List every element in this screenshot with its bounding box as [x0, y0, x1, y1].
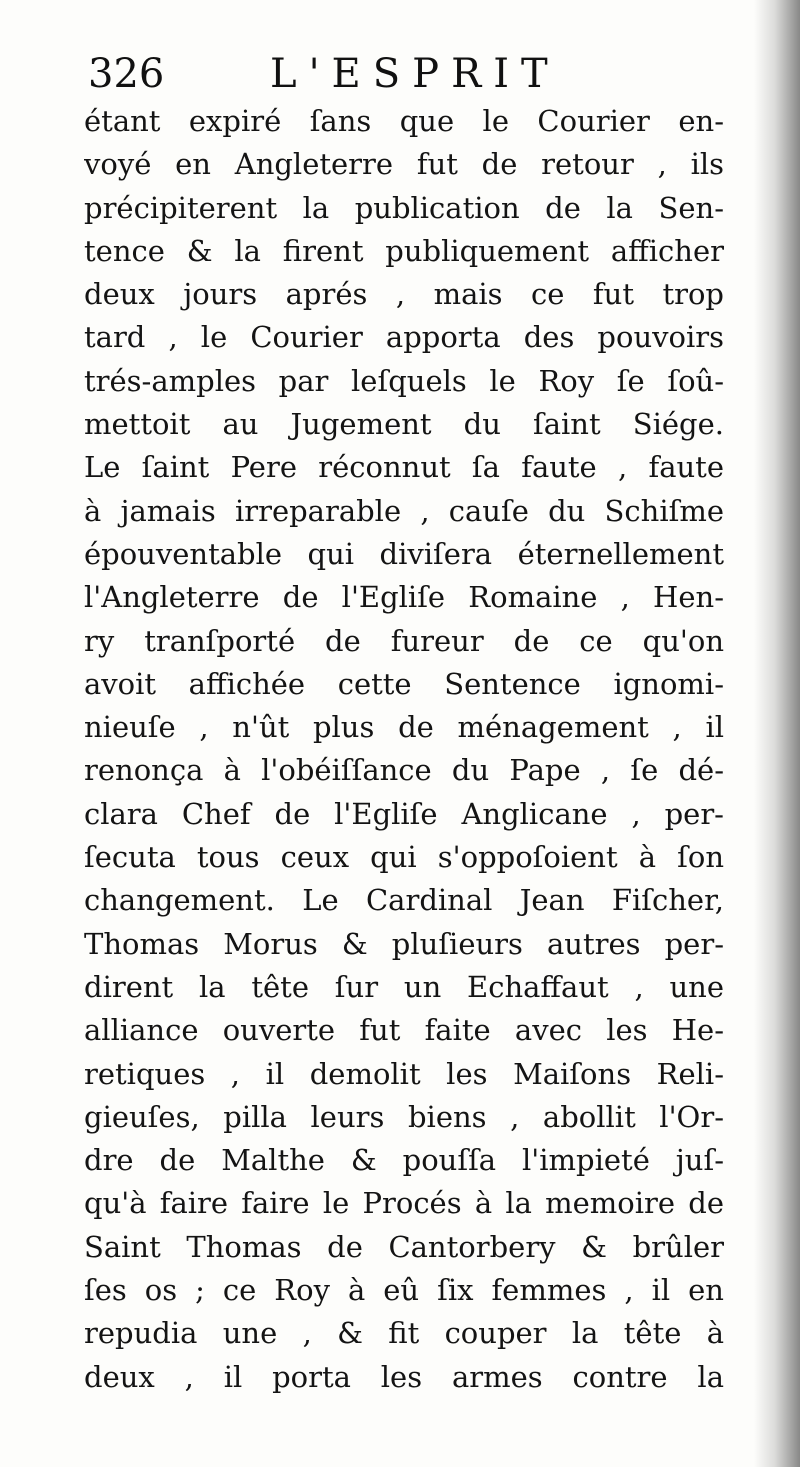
body-text: [84, 100, 724, 1399]
text-line: tence & la firent publiquement afficher: [84, 233, 724, 268]
text-line: Saint Thomas de Cantorbery & brûler: [84, 1229, 724, 1264]
text-line: retiques , il demolit les Maiſons Reli-: [84, 1056, 724, 1091]
text-line: étant expiré ſans que le Courier en-: [84, 104, 724, 138]
text-line: clara Chef de l'Egliſe Anglicane , per-: [84, 796, 724, 831]
text-line: épouventable qui diviſera éternellement: [84, 536, 724, 571]
text-line: ſecuta tous ceux qui s'oppoſoient à ſon: [84, 840, 724, 875]
page-header: [82, 48, 722, 100]
text-line: nieuſe , n'ût plus de ménagement , il: [84, 710, 724, 745]
text-line: tard , le Courier apporta des pouvoirs: [84, 320, 724, 355]
text-line: changement. Le Cardinal Jean Fiſcher,: [84, 883, 724, 918]
text-line: ſes os ; ce Roy à eû ſix femmes , il en: [84, 1273, 724, 1308]
text-line: avoit affichée cette Sentence ignomi-: [84, 666, 724, 701]
text-line: gieuſes, pilla leurs biens , abollit l'Or-: [84, 1099, 724, 1134]
text-line: Thomas Morus & pluſieurs autres per-: [84, 926, 724, 961]
text-line: deux jours aprés , mais ce fut trop: [84, 277, 724, 312]
text-line: trés-amples par leſquels le Roy ſe ſoû-: [84, 363, 724, 398]
text-line: mettoit au Jugement du ſaint Siége.: [84, 407, 724, 442]
text-line: renonça à l'obéiſſance du Pape , ſe dé-: [84, 753, 724, 788]
text-line: dre de Malthe & pouſſa l'impieté juſ-: [84, 1143, 724, 1178]
text-line: précipiterent la publication de la Sen-: [84, 190, 724, 225]
text-line: voyé en Angleterre fut de retour , ils: [84, 147, 724, 182]
running-head: L'ESPRIT: [270, 51, 560, 97]
text-line: qu'à faire faire le Procés à la memoire de: [84, 1186, 724, 1221]
text-line: Le ſaint Pere réconnut ſa faute , faute: [84, 450, 724, 485]
text-line: alliance ouverte fut faite avec les He-: [84, 1013, 724, 1048]
text-line: l'Angleterre de l'Egliſe Romaine , Hen-: [84, 580, 724, 615]
page-gutter-shadow: [754, 0, 800, 1467]
text-line: repudia une , & fit couper la tête à: [84, 1316, 724, 1351]
text-line: deux , il porta les armes contre la: [84, 1359, 724, 1394]
text-line: à jamais irreparable , cauſe du Schiſme: [84, 493, 724, 528]
page-number: 326: [88, 51, 165, 97]
text-line: ry tranſporté de fureur de ce qu'on: [84, 623, 724, 658]
text-line: dirent la tête ſur un Echaffaut , une: [84, 969, 724, 1004]
